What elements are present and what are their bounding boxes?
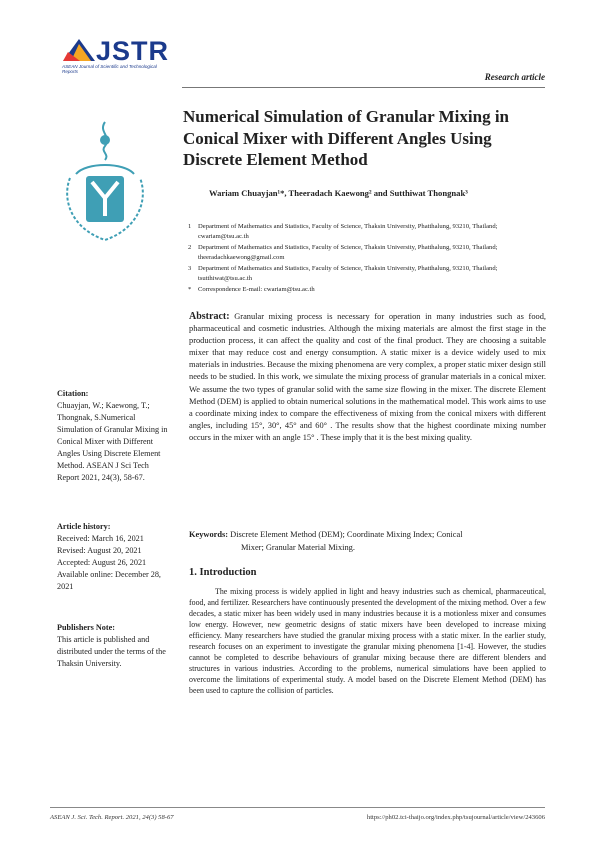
revised-date: Revised: August 20, 2021: [57, 546, 142, 555]
section-body: The mixing process is widely applied in light and heavy industries such as chemical, pharmaceutical, food, and fertilizer. Researchers have continuously presented the development of the mixing method. Over a few decades, a static mixer has been widely used in many industries because it is a motionless mixer and consumes low energy. However, new geometric designs of static mixers have been developed to increase mixing efficiency. Many researchers have studied the granular mixing process with a static mixer. In the earlier study, research focuses on an experiment to investigate the granular mixing phenomena [1-4]. However, the studies cannot be completed to describe behaviours of granular mixing because there are different blenders and structures in various industries. According to the problems, numerical simulations have been applied to overcome the limitations of experimental study. A model based on the Discrete Element Method (DEM) has been used to capture the collision of particles.: [189, 587, 546, 696]
affiliation-number: 3: [188, 265, 192, 272]
footer-divider: [50, 807, 545, 808]
publisher-heading: Publishers Note:: [57, 623, 115, 632]
history-heading: Article history:: [57, 522, 111, 531]
accepted-date: Accepted: August 26, 2021: [57, 558, 147, 567]
abstract-body: Granular mixing process is necessary for operation in many industries such as food, pharmaceutical and cosmetic industries. Although the mixing materials are almost the first stage in the production process, it can affect the quality and cost of the final product. They are choosing a suitable mixer that may reduce cost and energy consumption. A static mixer is a device widely used to mix materials in industries. Because the mixing phenomena are very complex, a proper static mixer design still needs to be studied. In this work, we simulate the mixing process of granular materials in a conical mixer. We assume the two types of granular solid with the same size flowing in the mixer. The discrete Element Method (DEM) is applied to obtain numerical solutions in the mathematical model. This work aims to use a coordinate mixing index to compare the effectiveness of mixing from the conical mixers with different angles, including 15°, 30°, 45° and 60° . The results show that the highest coordinate mixing number occurs in the mixer with an angle 15° . These imply that it is the best mixing quality.: [189, 312, 546, 442]
correspondence-email: Correspondence E-mail: cwariam@tsu.ac.th: [198, 286, 315, 293]
author-list: Wariam Chuayjan¹*, Theeradach Kaewong² and Sutthiwat Thongnak³: [209, 188, 468, 198]
keywords: [189, 528, 546, 554]
affiliation-number: *: [188, 286, 192, 293]
footer-journal-ref: ASEAN J. Sci. Tech. Report. 2021, 24(3) 58-67: [50, 814, 174, 821]
citation-heading: Citation:: [57, 389, 89, 398]
article-history: [57, 521, 170, 593]
affiliation-number: 1: [188, 223, 192, 230]
keywords-label: Keywords:: [189, 530, 229, 539]
received-date: Received: March 16, 2021: [57, 534, 144, 543]
affiliation-text: Department of Mathematics and Statistics, Faculty of Science, Thaksin University, Phatthalung, 93210, Thailand; tsutthiwat@tsu.ac.th: [198, 265, 498, 282]
publisher-note: [57, 622, 170, 670]
affiliation-text: Department of Mathematics and Statistics, Faculty of Science, Thaksin University, Phatthalung, 93210, Thailand; cwariam@tsu.ac.th: [198, 223, 498, 240]
citation-block: [57, 388, 170, 484]
logo-subtitle: ASEAN Journal of Scientific and Technological Reports: [62, 64, 157, 74]
journal-logo: [62, 36, 172, 84]
abstract: [189, 311, 546, 444]
keywords-line-2: Mixer; Granular Material Mixing.: [241, 543, 355, 552]
section-heading: 1. Introduction: [189, 567, 257, 578]
publisher-text: This article is published and distributed under the terms of the Thaksin University.: [57, 635, 166, 668]
citation-text: Chuayjan, W.; Kaewong, T.; Thongnak, S.Numerical Simulation of Granular Mixing in Conical Mixer with Different Angles Using Discrete Element Method. ASEAN J Sci Tech Report 2021, 24(3), 58-67.: [57, 401, 168, 482]
logo-triangle-icon: [62, 38, 96, 62]
university-seal-icon: [56, 118, 154, 248]
online-date: Available online: December 28, 2021: [57, 570, 161, 591]
keywords-line-1: Discrete Element Method (DEM); Coordinate Mixing Index; Conical: [228, 530, 463, 539]
affiliation-text: Department of Mathematics and Statistics, Faculty of Science, Thaksin University, Phatthalung, 93210, Thailand; theeradachkaewong@gmail.com: [198, 244, 498, 261]
logo-text: JSTR: [96, 36, 170, 66]
article-type: Research article: [484, 72, 545, 82]
header-divider: [182, 87, 545, 88]
abstract-label: Abstract:: [189, 311, 230, 322]
footer-url[interactable]: https://ph02.tci-thaijo.org/index.php/tsujournal/article/view/243606: [366, 814, 545, 821]
article-title: Numerical Simulation of Granular Mixing in Conical Mixer with Different Angles Using Discrete Element Method: [183, 107, 510, 169]
affiliation-number: 2: [188, 244, 192, 251]
